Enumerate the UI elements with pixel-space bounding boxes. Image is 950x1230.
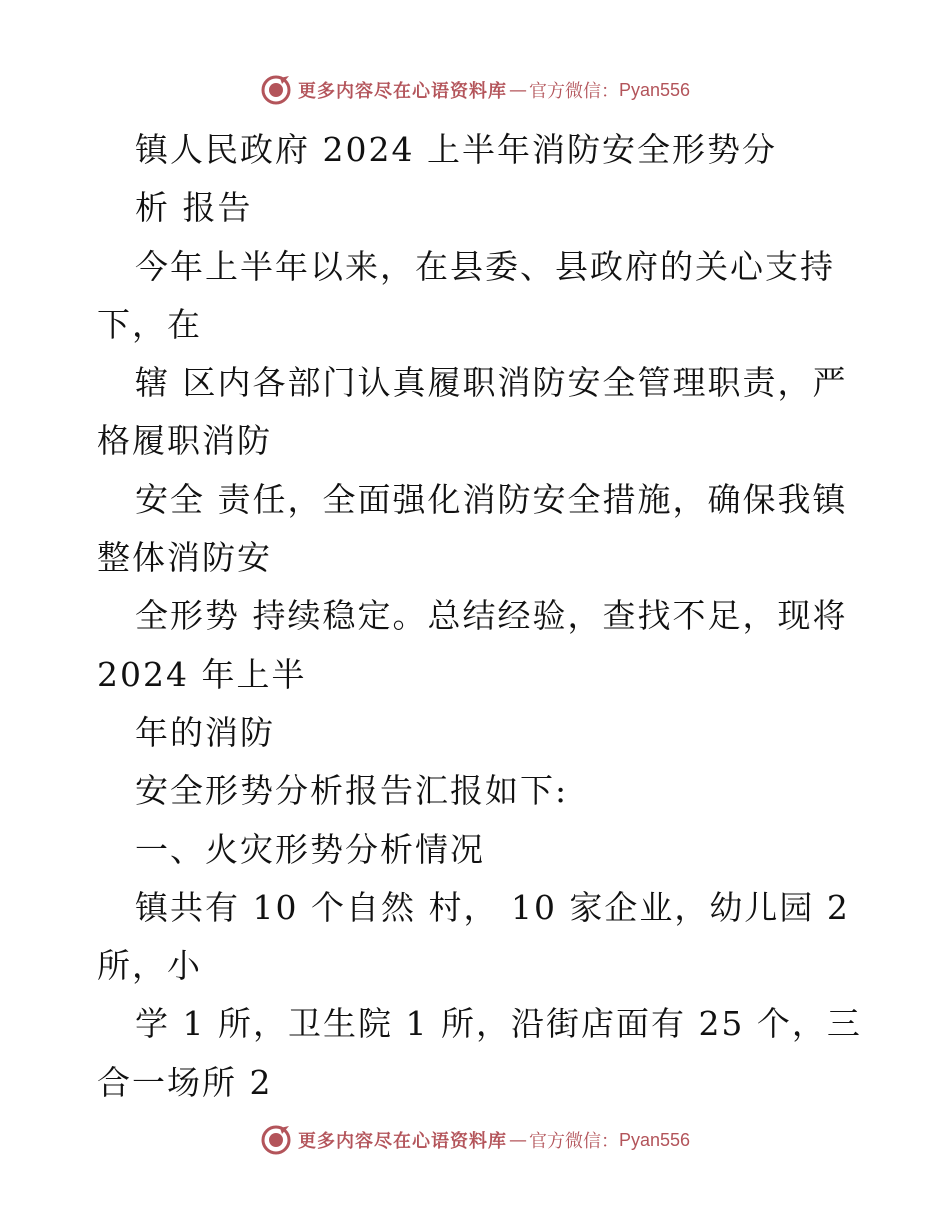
- paragraph-line: 安全 责任，全面强化消防安全措施，确保我镇: [135, 479, 848, 519]
- watermark-suffix: 官方微信：: [528, 81, 619, 102]
- watermark-separator: —: [508, 79, 527, 101]
- quill-logo-icon: [260, 74, 292, 106]
- document-body: [97, 121, 862, 1112]
- paragraph-line: 下，在: [97, 304, 202, 344]
- section-heading: 一、火灾形势分析情况: [135, 829, 485, 869]
- header-watermark: [0, 70, 950, 110]
- paragraph-line: 合一场所 2: [97, 1062, 273, 1102]
- watermark-separator: —: [508, 1129, 527, 1151]
- paragraph-line: 今年上半年以来，在县委、县政府的关心支持: [135, 246, 835, 286]
- paragraph-line: 整体消防安: [97, 538, 272, 578]
- quill-logo-icon: [260, 1124, 292, 1156]
- watermark-id: Pyan556: [618, 1129, 691, 1150]
- footer-watermark: [0, 1120, 950, 1160]
- paragraph-line: 镇共有 10 个自然 村， 10 家企业，幼儿园 2: [135, 887, 850, 927]
- watermark-id: Pyan556: [618, 79, 691, 100]
- paragraph-line: 年的消防: [135, 712, 275, 752]
- paragraph-line: 学 1 所，卫生院 1 所，沿街店面有 25 个，三: [135, 1004, 862, 1044]
- paragraph-line: 辖 区内各部门认真履职消防安全管理职责，严: [135, 363, 848, 403]
- watermark-main-text: 更多内容尽在心语资料库: [297, 1131, 507, 1152]
- paragraph-line: 所，小: [97, 946, 202, 986]
- paragraph-line: 格履职消防: [97, 421, 272, 461]
- paragraph-line: 2024 年上半: [97, 654, 307, 694]
- paragraph-line: 安全形势分析报告汇报如下:: [135, 771, 569, 811]
- watermark-main-text: 更多内容尽在心语资料库: [297, 81, 507, 102]
- paragraph-line: 全形势 持续稳定。总结经验，查找不足，现将: [135, 596, 848, 636]
- title-line-2: 析 报告: [135, 188, 253, 228]
- title-line-1: 镇人民政府 2024 上半年消防安全形势分: [135, 130, 777, 169]
- watermark-suffix: 官方微信：: [528, 1131, 619, 1152]
